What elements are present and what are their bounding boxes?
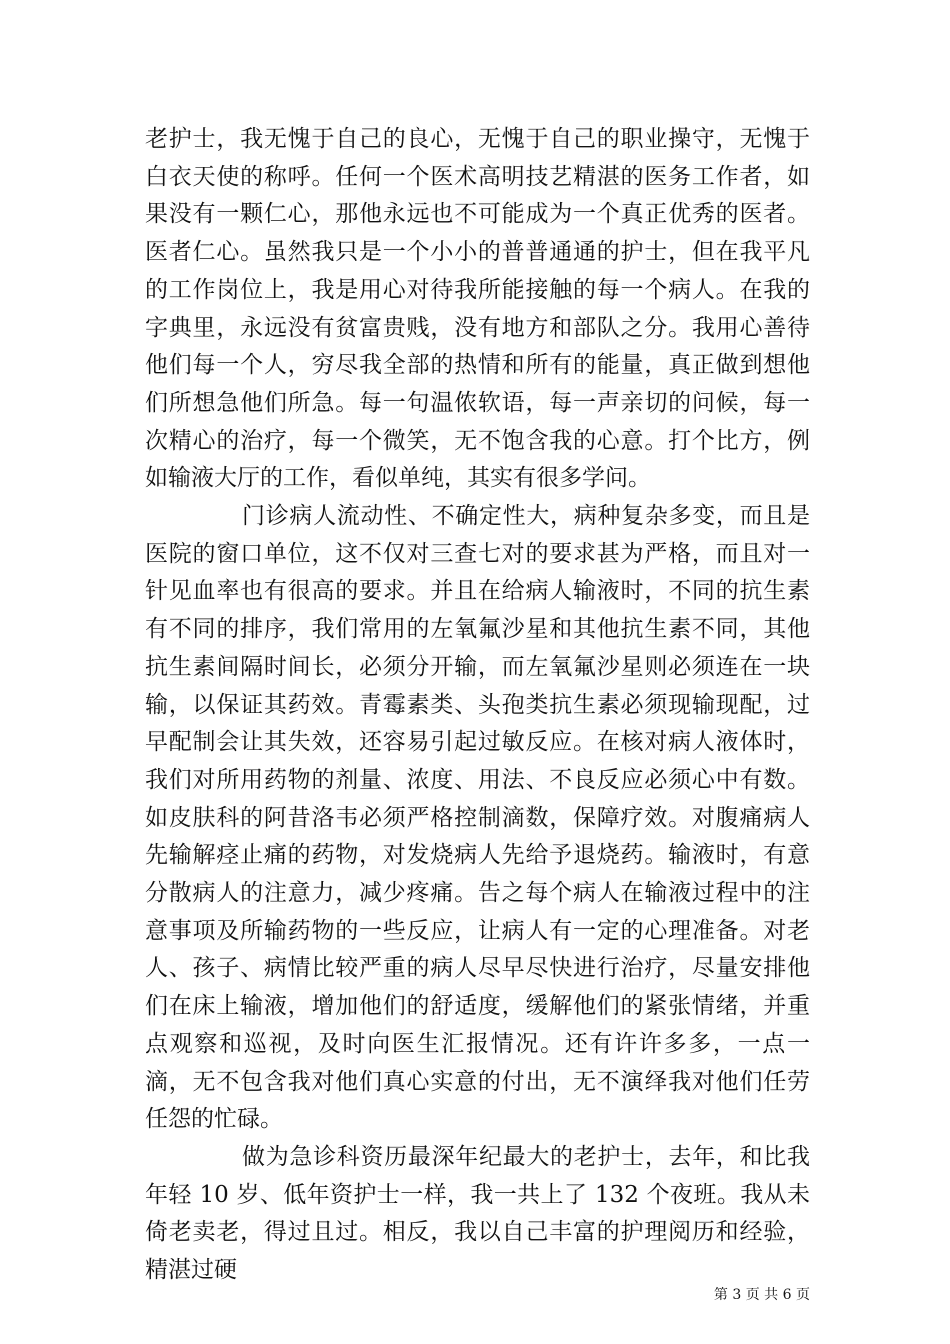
- paragraph-3: 做为急诊科资历最深年纪最大的老护士，去年，和比我年轻 10 岁、低年资护士一样，我一共上了 132 个夜班。我从未倚老卖老，得过且过。相反，我以自己丰富的护理阅历和经验，精湛过硬: [145, 1143, 810, 1284]
- paragraph-1: 老护士，我无愧于自己的良心，无愧于自己的职业操守，无愧于白衣天使的称呼。任何一个医术高明技艺精湛的医务工作者，如果没有一颗仁心，那他永远也不可能成为一个真正优秀的医者。医者仁心。虽然我只是一个小小的普普通通的护士，但在我平凡的工作岗位上，我是用心对待我所能接触的每一个病人。在我的字典里，永远没有贫富贵贱，没有地方和部队之分。我用心善待他们每一个人，穷尽我全部的热情和所有的能量，真正做到想他们所想急他们所急。每一句温侬软语，每一声亲切的问候，每一次精心的治疗，每一个微笑，无不饱含我的心意。打个比方，例如输液大厅的工作，看似单纯，其实有很多学问。: [145, 126, 810, 492]
- document-body: [145, 121, 810, 1290]
- page-number-footer: 第 3 页 共 6 页: [713, 1287, 810, 1303]
- paragraph-2: 门诊病人流动性、不确定性大，病种复杂多变，而且是医院的窗口单位，这不仅对三查七对的要求甚为严格，而且对一针见血率也有很高的要求。并且在给病人输液时，不同的抗生素有不同的排序，我们常用的左氧氟沙星和其他抗生素不同，其他抗生素间隔时间长，必须分开输，而左氧氟沙星则必须连在一块输，以保证其药效。青霉素类、头孢类抗生素必须现输现配，过早配制会让其失效，还容易引起过敏反应。在核对病人液体时，我们对所用药物的剂量、浓度、用法、不良反应必须心中有数。如皮肤科的阿昔洛韦必须严格控制滴数，保障疗效。对腹痛病人先输解痉止痛的药物，对发烧病人先给予退烧药。输液时，有意分散病人的注意力，减少疼痛。告之每个病人在输液过程中的注意事项及所输药物的一些反应，让病人有一定的心理准备。对老人、孩子、病情比较严重的病人尽早尽快进行治疗，尽量安排他们在床上输液，增加他们的舒适度，缓解他们的紧张情绪，并重点观察和巡视，及时向医生汇报情况。还有许许多多，一点一滴，无不包含我对他们真心实意的付出，无不演绎我对他们任劳任怨的忙碌。: [145, 503, 810, 1133]
